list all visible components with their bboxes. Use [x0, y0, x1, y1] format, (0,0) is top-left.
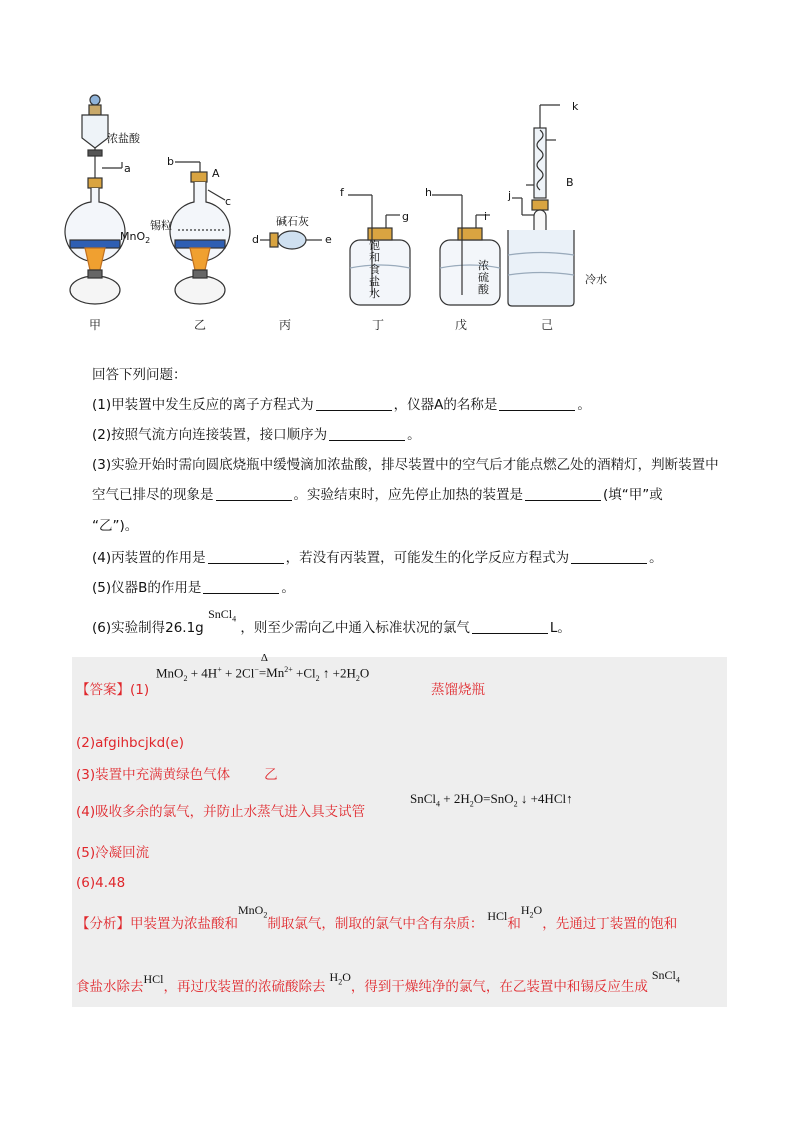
label-f: f: [340, 186, 344, 199]
caption-ding: 丁: [372, 318, 385, 332]
label-c: c: [225, 195, 232, 208]
question-2: (2)按照气流方向连接装置，接口顺序为 。: [92, 427, 421, 443]
label-e: e: [325, 233, 332, 246]
answer-3: (3)装置中充满黄绿色气体 乙: [76, 767, 278, 783]
label-h: h: [425, 186, 432, 199]
caption-bing: 丙: [279, 318, 292, 332]
label-a: a: [124, 162, 131, 175]
caption-yi: 乙: [194, 318, 207, 332]
answer-blank[interactable]: [571, 549, 647, 564]
question-6: (6)实验制得26.1g SnCl$_4$ ，则至少需向乙中通入标准状况的氯气 L。: [92, 607, 571, 636]
label-b: b: [167, 155, 174, 168]
label-d: d: [252, 233, 259, 246]
label-conc-h2so4: 浓硫酸: [478, 259, 489, 296]
label-conc-hcl: 浓盐酸: [107, 132, 140, 145]
answer-1-equation: MnO$_2$ + 4H+ + 2Cl− Δ $=Mn^{2+} +Cl_2$ ↑ $+2H_2O$: [156, 652, 370, 683]
analysis-line-1: 【分析】甲装置为浓盐酸和MnO$_2$制取氯气，制取的氯气中含有杂质： HCl和$H_2O$，先通过丁装置的饱和: [76, 903, 678, 932]
apparatus-figure: [60, 90, 660, 340]
answer-blank[interactable]: [499, 396, 575, 411]
label-g: g: [402, 210, 409, 223]
analysis-line-2: 食盐水除去HCl，再过戊装置的浓硫酸除去$H_2O$，得到干燥纯净的氯气，在乙装置中和锡反应生成SnCl$_4$: [76, 968, 680, 995]
label-i: i: [484, 210, 488, 223]
label-B: B: [566, 176, 574, 189]
question-3-line-1: (3)实验开始时需向圆底烧瓶中缓慢滴加浓盐酸，排尽装置中的空气后才能点燃乙处的酒精灯，判断装置中: [92, 457, 719, 473]
answer-4-equation: SnCl$_4$ + $2H_2O=SnO_2$ ↓ +4HCl↑: [410, 791, 573, 809]
answer-6: (6)4.48: [76, 875, 126, 891]
sncl4-formula: SnCl$_4$: [208, 607, 237, 624]
answer-section: [72, 652, 727, 1007]
question-3-line-2: 空气已排尽的现象是 。实验结束时，应先停止加热的装置是 (填“甲”或: [92, 487, 663, 503]
answer-blank[interactable]: [208, 549, 284, 564]
answer-blank[interactable]: [525, 486, 601, 501]
label-soda-lime: 碱石灰: [276, 215, 309, 228]
caption-jia: 甲: [89, 318, 102, 332]
answer-blank[interactable]: [316, 396, 392, 411]
label-cold-water: 冷水: [585, 273, 607, 286]
answer-1-name: 蒸馏烧瓶: [431, 682, 485, 698]
question-4: (4)丙装置的作用是 ，若没有丙装置，可能发生的化学反应方程式为 。: [92, 550, 663, 566]
label-j: j: [508, 189, 512, 202]
answer-blank[interactable]: [329, 426, 405, 441]
answer-5: (5)冷凝回流: [76, 845, 150, 861]
label-mno2: MnO$_2$: [120, 230, 151, 246]
question-3-line-3: “乙”)。: [92, 518, 139, 534]
label-tin: 锡粒: [150, 219, 172, 232]
answer-blank[interactable]: [216, 486, 292, 501]
answer-blank[interactable]: [472, 619, 548, 634]
label-sat-brine: 饱和食盐水: [369, 239, 380, 300]
question-5: (5)仪器B的作用是 。: [92, 580, 295, 596]
caption-wu: 戊: [455, 318, 468, 332]
question-1: (1)甲装置中发生反应的离子方程式为 ，仪器A的名称是 。: [92, 397, 591, 413]
answer-1: 【答案】(1): [76, 682, 150, 698]
answer-2: (2)afgihbcjkd(e): [76, 735, 184, 751]
answer-blank[interactable]: [203, 579, 279, 594]
questions-intro: 回答下列问题：: [92, 367, 187, 383]
answer-4: (4)吸收多余的氯气，并防止水蒸气进入具支试管: [76, 804, 366, 820]
label-k: k: [572, 100, 579, 113]
caption-ji: 己: [541, 318, 554, 332]
label-A: A: [212, 167, 220, 180]
